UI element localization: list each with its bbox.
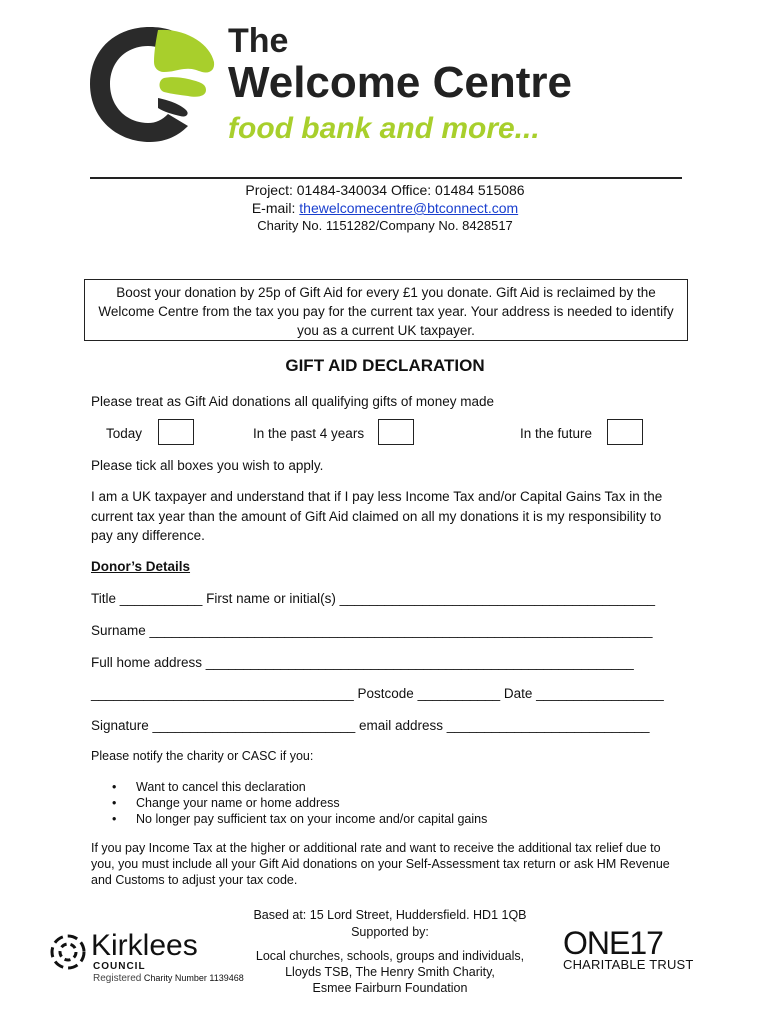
surname-line[interactable]: Surname ___________________________________________________________________ xyxy=(91,623,653,638)
kirklees-name: Kirklees xyxy=(91,929,198,962)
declaration-intro: Please treat as Gift Aid donations all qualifying gifts of money made xyxy=(91,394,494,409)
kirklees-logo-icon xyxy=(50,934,86,970)
signature-email-line[interactable]: Signature ___________________________ email address ___________________________ xyxy=(91,718,650,733)
registered-label: Registered xyxy=(93,973,142,984)
address-line[interactable]: Full home address _________________________________________________________ xyxy=(91,655,634,670)
higher-rate-note: If you pay Income Tax at the higher or additional rate and want to receive the additional tax relief due to you, you must include all your Gift Aid donations on your Self-Assessment tax return or ask HM Revenue and Customs to adjust your tax code. xyxy=(91,841,670,887)
based-at: Based at: 15 Lord Street, Huddersfield. HD1 1QB xyxy=(253,908,527,922)
list-item: • Want to cancel this declaration xyxy=(110,779,487,795)
notify-list xyxy=(110,779,487,827)
list-item: • No longer pay sufficient tax on your income and/or capital gains xyxy=(110,811,487,827)
kirklees-registration xyxy=(93,973,244,984)
logo-name: Welcome Centre xyxy=(228,58,572,107)
supporters-line-1: Local churches, schools, groups and individuals, xyxy=(255,949,525,963)
one17-logo: ONE17 xyxy=(563,925,663,961)
email-link[interactable]: thewelcomecentre@btconnect.com xyxy=(299,200,519,216)
title-firstname-line[interactable]: Title ___________ First name or initial(s) __________________________________________ xyxy=(91,591,655,606)
supported-by: Supported by: xyxy=(351,925,429,939)
list-item: • Change your name or home address xyxy=(110,795,487,811)
option-future-label: In the future xyxy=(520,426,593,441)
gift-aid-info-box: Boost your donation by 25p of Gift Aid for every £1 you donate. Gift Aid is reclaimed by the Welcome Centre from the tax you pay for the current tax year. Your address is needed to identify you as a current UK taxpayer. xyxy=(84,279,688,341)
tick-note: Please tick all boxes you wish to apply. xyxy=(91,458,324,473)
option-past-label: In the past 4 years xyxy=(253,426,365,441)
postcode-date-line[interactable]: ___________________________________ Postcode ___________ Date _________________ xyxy=(91,686,664,701)
welcome-centre-logo-mark xyxy=(88,22,218,147)
donor-details-heading: Donor’s Details xyxy=(91,559,191,574)
option-today-label: Today xyxy=(106,426,143,441)
future-checkbox[interactable] xyxy=(607,419,643,445)
charity-number: Charity No. 1151282/Company No. 8428517 xyxy=(257,218,513,233)
today-checkbox[interactable] xyxy=(158,419,194,445)
notify-intro: Please notify the charity or CASC if you: xyxy=(91,749,314,763)
logo-the: The xyxy=(228,22,289,60)
contact-email-line xyxy=(0,199,770,217)
one17-subtitle: CHARITABLE TRUST xyxy=(563,957,694,972)
contact-phone: Project: 01484-340034 Office: 01484 515086 xyxy=(245,182,525,198)
supporters-line-2: Lloyds TSB, The Henry Smith Charity, xyxy=(285,965,495,979)
taxpayer-statement: I am a UK taxpayer and understand that if I pay less Income Tax and/or Capital Gains Tax in the current tax year than the amount of Gift Aid claimed on all my donations it is my responsibility to pay any difference. xyxy=(91,489,663,543)
logo-tagline: food bank and more... xyxy=(228,112,540,145)
supporters-line-3: Esmee Fairburn Foundation xyxy=(312,981,468,995)
declaration-title: GIFT AID DECLARATION xyxy=(285,356,485,375)
header-divider xyxy=(90,177,682,179)
kirklees-council: COUNCIL xyxy=(93,961,146,972)
charity-number-label: Charity Number 1139468 xyxy=(143,973,244,983)
email-label: E-mail: xyxy=(251,200,296,216)
past-4-years-checkbox[interactable] xyxy=(378,419,414,445)
